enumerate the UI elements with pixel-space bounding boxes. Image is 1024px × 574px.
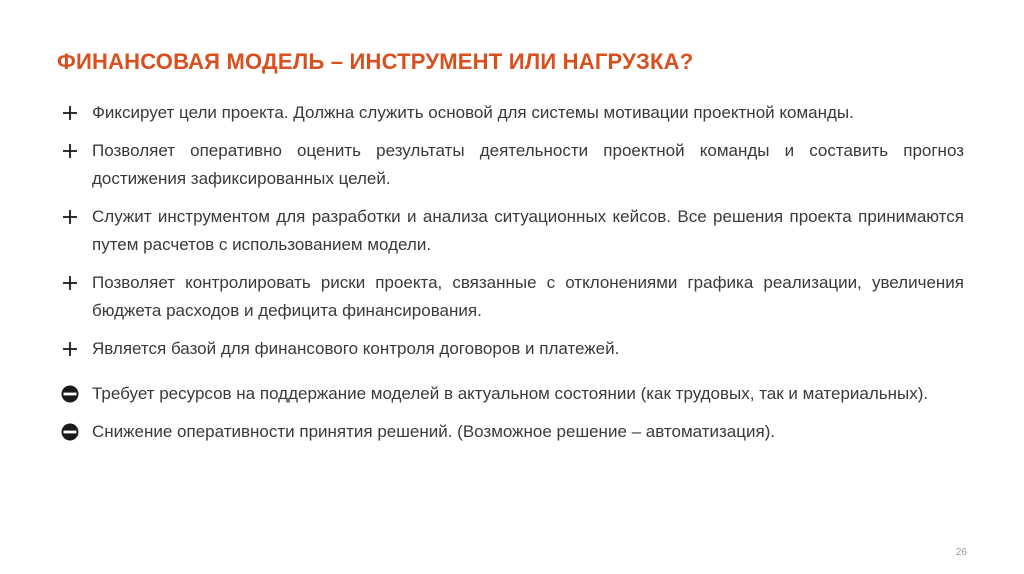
plus-icon: [60, 103, 80, 123]
list-item-con-2: [60, 418, 964, 446]
list-item-text: Позволяет оперативно оценить результаты деятельности проектной команды и составить прогноз достижения зафиксированных целей.: [92, 141, 964, 188]
minus-circle-icon: [60, 422, 80, 442]
list-item-text: Позволяет контролировать риски проекта, связанные с отклонениями графика реализации, увеличения бюджета расходов и дефицита финансирования.: [92, 273, 964, 320]
list-item-text: Снижение оперативности принятия решений. (Возможное решение – автоматизация).: [92, 422, 776, 441]
plus-icon: [60, 339, 80, 359]
list-item-text: Служит инструментом для разработки и анализа ситуационных кейсов. Все решения проекта принимаются путем расчетов с использованием модели.: [92, 207, 964, 254]
plus-icon: [60, 207, 80, 227]
list-item-pro-4: [60, 269, 964, 325]
list-item-text: Требует ресурсов на поддержание моделей в актуальном состоянии (как трудовых, так и материальных).: [92, 384, 929, 403]
list-item-text: Фиксирует цели проекта. Должна служить основой для системы мотивации проектной команды.: [92, 103, 854, 122]
list-item-pro-5: [60, 335, 964, 363]
minus-circle-icon: [60, 384, 80, 404]
slide-title: ФИНАНСОВАЯ МОДЕЛЬ – ИНСТРУМЕНТ ИЛИ НАГРУЗКА?: [57, 49, 694, 74]
list-item-pro-2: [60, 137, 964, 193]
plus-icon: [60, 141, 80, 161]
page-number: 26: [955, 547, 967, 558]
plus-icon: [60, 273, 80, 293]
list-item-pro-1: [60, 99, 964, 127]
bullet-list: [60, 99, 964, 456]
list-item-con-1: [60, 380, 964, 408]
list-item-text: Является базой для финансового контроля договоров и платежей.: [92, 339, 620, 358]
list-item-pro-3: [60, 203, 964, 259]
